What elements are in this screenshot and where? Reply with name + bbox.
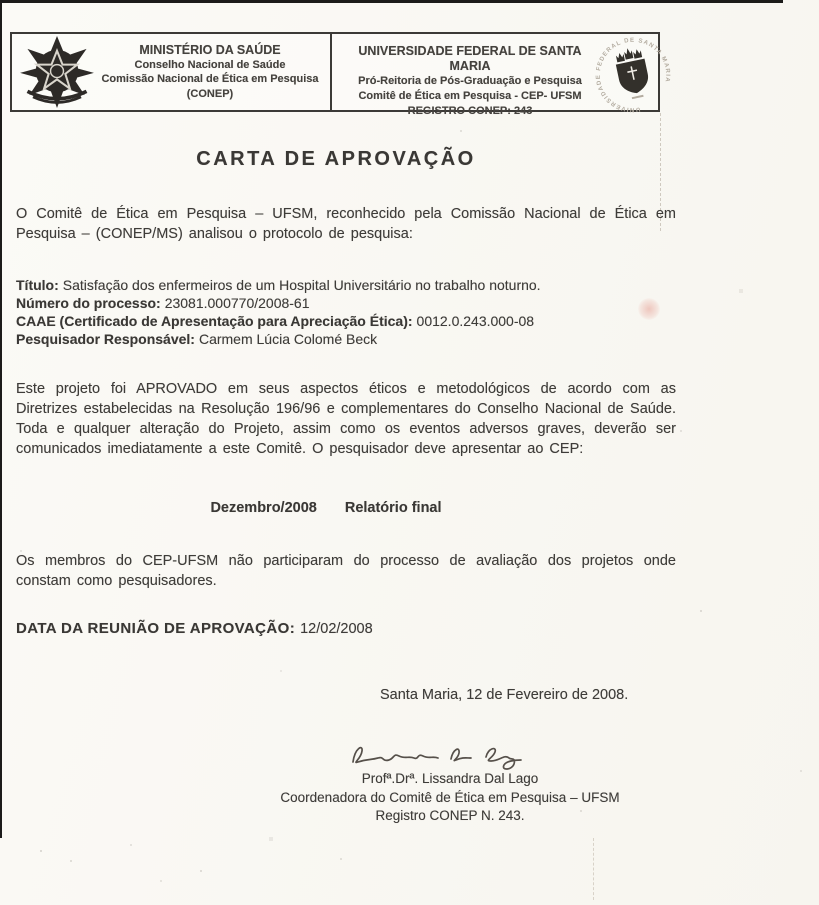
field-row — [16, 312, 711, 330]
letterhead-line: (CONEP) — [186, 87, 234, 100]
ufsm-letterhead — [332, 34, 671, 117]
letterhead — [10, 32, 671, 117]
signatory-name: Profª.Drª. Lissandra Dal Lago — [361, 771, 539, 786]
signatory-role: Coordenadora do Comitê de Ética em Pesquisa – UFSM — [280, 789, 620, 805]
letterhead-line: Comissão Nacional de Ética em Pesquisa — [101, 73, 319, 85]
field-value: Carmem Lúcia Colomé Beck — [198, 331, 378, 347]
scan-noise — [40, 850, 42, 852]
approval-meeting-date — [16, 620, 373, 637]
field-row — [16, 330, 711, 348]
field-value: Satisfação dos enfermeiros de um Hospital Universitário no trabalho noturno. — [62, 277, 541, 293]
letterhead-line: Pró-Reitoria de Pós-Graduação e Pesquisa — [358, 75, 582, 87]
schedule-item: Relatório final — [344, 500, 442, 516]
letterhead-line: UNIVERSIDADE FEDERAL DE SANTA MARIA — [358, 44, 582, 73]
ufsm-seal-stamp-icon — [584, 26, 681, 123]
scan-artifact-dotted-line — [593, 838, 594, 900]
conep-letterhead — [12, 34, 332, 110]
field-label: Pesquisador Responsável: — [16, 331, 195, 347]
intro-paragraph: O Comitê de Ética em Pesquisa – UFSM, reconhecido pela Comissão Nacional de Ética em Pesquisa – (CONEP/MS) analisou o protocolo de pesquisa: — [16, 206, 676, 242]
letter-title: CARTA DE APROVAÇÃO — [196, 148, 476, 170]
field-row — [16, 294, 711, 312]
brazil-coat-of-arms-icon — [20, 36, 94, 108]
report-schedule — [16, 500, 636, 516]
meeting-value: 12/02/2008 — [300, 621, 373, 637]
letterhead-line: MINISTÉRIO DA SAÚDE — [139, 43, 281, 57]
signatory-registry: Registro CONEP N. 243. — [375, 808, 525, 823]
scan-artifact-top-line — [0, 0, 783, 3]
scan-artifact-left-line — [0, 0, 2, 838]
place-date-line: Santa Maria, 12 de Fevereiro de 2008. — [380, 687, 629, 703]
seal-ring-text: UNIVERSIDADE FEDERAL DE SANTA MARIA — [595, 37, 671, 113]
schedule-date: Dezembro/2008 — [210, 500, 317, 516]
field-value: 0012.0.243.000-08 — [416, 313, 535, 329]
field-label: CAAE (Certificado de Apresentação para Apreciação Ética): — [16, 313, 413, 329]
field-value: 23081.000770/2008-61 — [164, 295, 310, 311]
letterhead-line: Conselho Nacional de Saúde — [134, 58, 286, 71]
approval-paragraph: Este projeto foi APROVADO em seus aspectos éticos e metodológicos de acordo com as Diretrizes estabelecidas na Resolução 196/96 e complementares do Conselho Nacional de Saúde. Toda e qualquer alteração do Projeto, assim como os eventos adversos graves, deverão ser comunicados imediatamente a este Comitê. O pesquisador deve apresentar ao CEP: — [16, 381, 676, 457]
handwritten-signature-icon — [345, 736, 555, 772]
field-row — [16, 276, 711, 294]
letterhead-line: REGISTRO CONEP: 243 — [407, 105, 533, 117]
signature-block — [200, 736, 700, 826]
conep-letterhead-text — [94, 43, 330, 101]
meeting-label: DATA DA REUNIÃO DE APROVAÇÃO: — [16, 620, 296, 637]
letterhead-line: Comitê de Ética em Pesquisa - CEP- UFSM — [358, 90, 582, 102]
field-label: Título: — [16, 277, 59, 293]
field-label: Número do processo: — [16, 295, 161, 311]
protocol-fields — [16, 276, 711, 348]
members-paragraph: Os membros do CEP-UFSM não participaram do processo de avaliação dos projetos onde constam como pesquisadores. — [16, 553, 676, 589]
